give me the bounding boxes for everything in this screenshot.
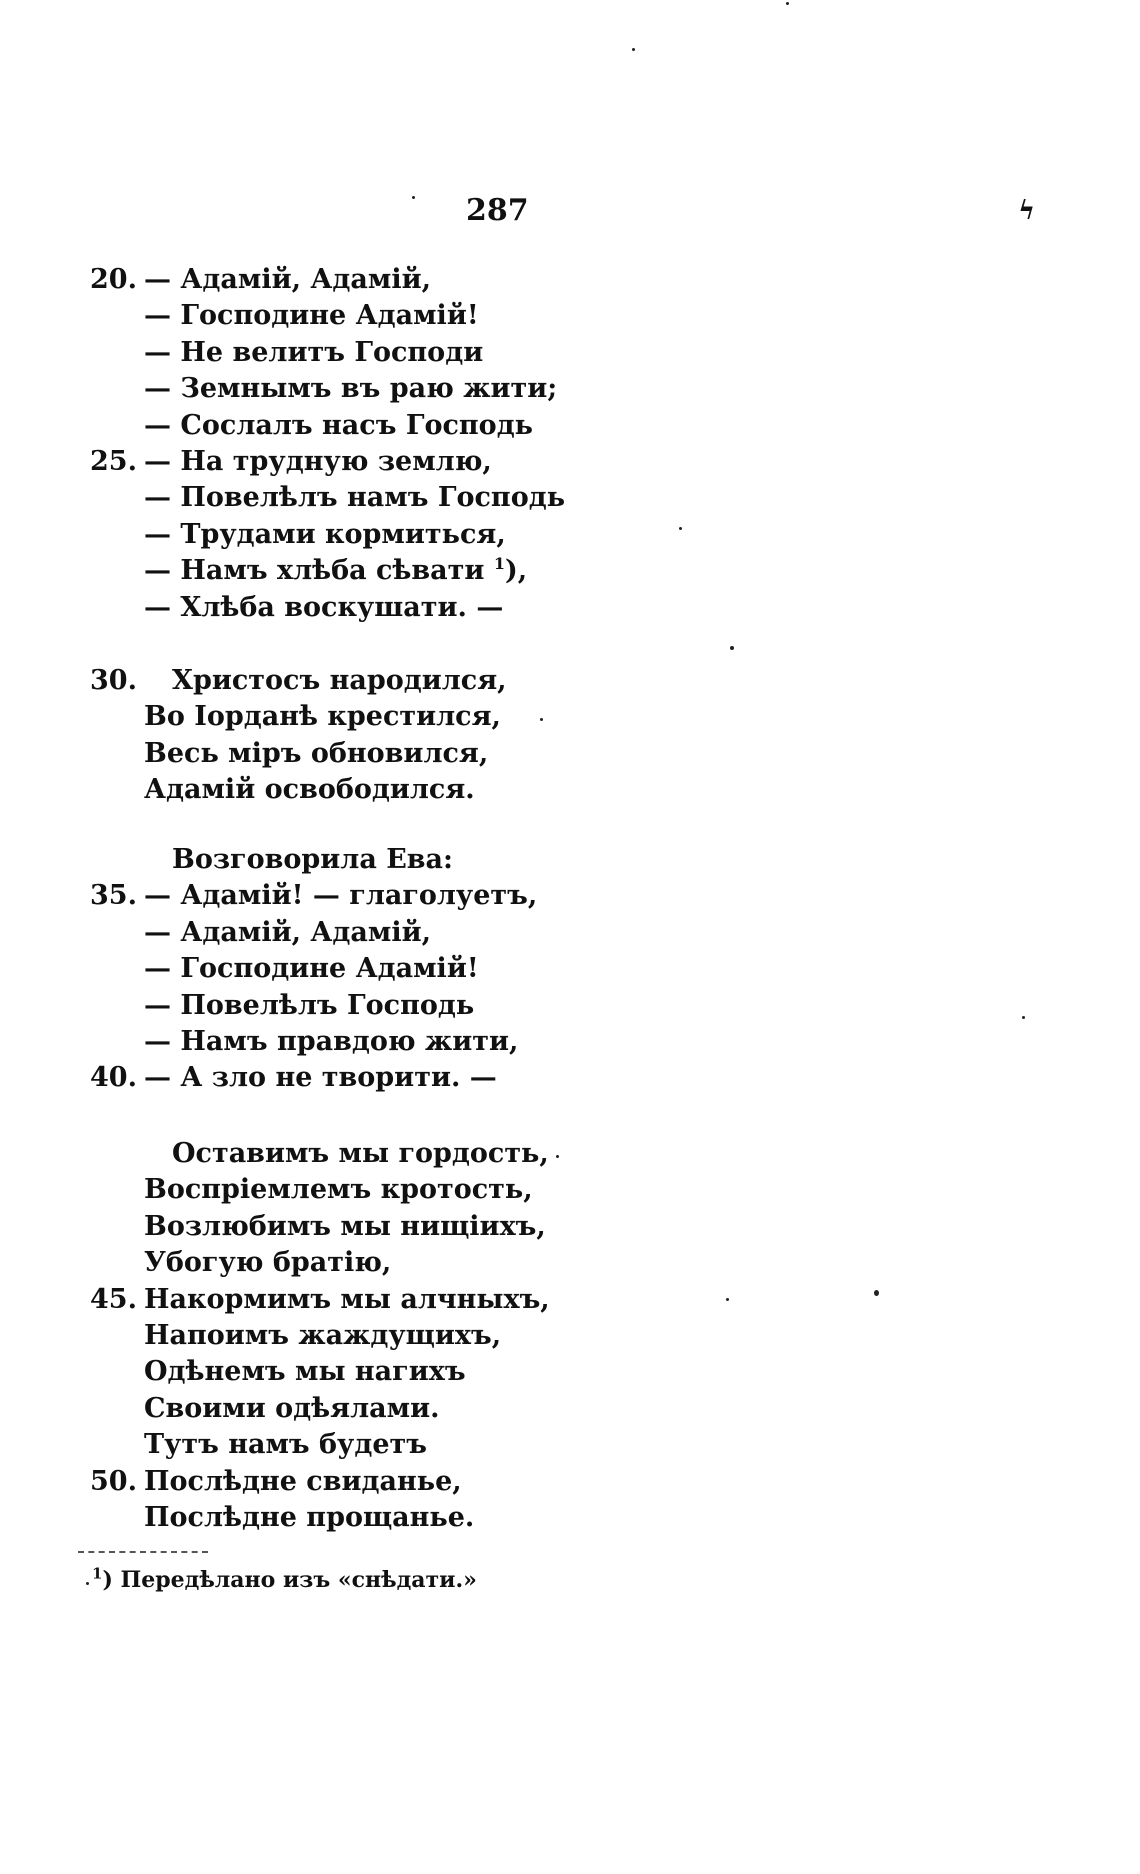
verse-line [90, 1318, 890, 1354]
scan-speck [540, 718, 543, 721]
verse-line [90, 1427, 890, 1463]
scan-speck [632, 48, 635, 51]
verse-line [90, 988, 890, 1024]
line-text: — Намъ правдою жити, [144, 1025, 519, 1057]
line-text: — Сослалъ насъ Господь [144, 409, 534, 441]
line-text: Послѣдне прощанье. [144, 1501, 475, 1533]
verse-line [90, 772, 890, 808]
line-text: — Земнымъ въ раю жити; [144, 373, 558, 405]
stanza-3 [90, 842, 890, 1097]
verse-line [90, 298, 890, 334]
line-number: 40. [90, 1062, 137, 1094]
line-number: 35. [90, 880, 137, 912]
line-text: — Адамій! — глаголуетъ, [144, 880, 538, 912]
line-text: Послѣдне свиданье, [144, 1465, 462, 1497]
line-number: 20. [90, 264, 137, 295]
verse-line [90, 699, 890, 735]
line-text: — Господине Адамій! [144, 953, 479, 985]
line-text: — Хлѣба воскушати. — [144, 591, 504, 623]
line-text: — Адамій, Адамій, [144, 916, 432, 948]
verse-line [90, 736, 890, 772]
footnote-mark: 1 [92, 1564, 103, 1583]
verse-line [90, 1354, 890, 1390]
verse-line [90, 878, 890, 914]
verse-line [90, 262, 890, 298]
line-text: Одѣнемъ мы нагихъ [144, 1356, 466, 1388]
corner-mark: ϟ [1018, 196, 1036, 226]
verse-line [90, 590, 890, 626]
verse-line [90, 480, 890, 516]
line-text: Оставимъ мы гордость, [172, 1138, 549, 1169]
line-number: 50. [90, 1465, 137, 1497]
verse-line [90, 1245, 890, 1281]
verse-line [90, 335, 890, 371]
verse-line [90, 1282, 890, 1318]
line-number: 25. [90, 445, 137, 477]
scan-speck [556, 1155, 559, 1158]
line-text: — Повелѣлъ Господь [144, 989, 475, 1021]
verse-line [90, 1464, 890, 1500]
verse-line [90, 517, 890, 553]
verse-line [90, 951, 890, 987]
line-text: Возговорила Ева: [172, 844, 454, 875]
verse-line [90, 371, 890, 407]
verse-line [90, 1024, 890, 1060]
footnote [92, 1566, 477, 1594]
footnote-separator [78, 1551, 208, 1553]
scan-speck [730, 646, 734, 650]
line-text: Адамій освободился. [144, 774, 475, 806]
stanza-1 [90, 262, 890, 626]
line-text: — На трудную землю, [144, 445, 492, 477]
scan-speck [679, 527, 682, 530]
scan-speck [874, 1290, 879, 1296]
verse-line [90, 842, 890, 878]
verse-line [90, 553, 890, 589]
line-text: Своими одѣялами. [144, 1392, 440, 1424]
footnote-text: ) Передѣлано изъ «снѣдати.» [102, 1567, 477, 1593]
line-number: 45. [90, 1283, 137, 1315]
verse-line [90, 1172, 890, 1208]
line-text: — Господине Адамій! [144, 300, 479, 332]
line-text: — Трудами кормиться, [144, 518, 506, 550]
line-text: Во Іорданѣ крестился, [144, 701, 501, 733]
scan-speck [726, 1298, 729, 1301]
verse-line [90, 408, 890, 444]
verse-line [90, 1500, 890, 1536]
verse-line [90, 444, 890, 480]
line-number: 30. [90, 665, 137, 696]
line-text: — Повелѣлъ намъ Господь [144, 482, 566, 514]
footnote-reference-suffix: ), [504, 555, 528, 587]
line-text: — Не велитъ Господи [144, 336, 484, 368]
line-text: Воспріемлемъ кротость, [144, 1174, 533, 1206]
line-text: Христосъ народился, [172, 665, 507, 696]
line-text: Тутъ намъ будетъ [144, 1429, 427, 1461]
verse-line [90, 1060, 890, 1096]
verse-line [90, 1391, 890, 1427]
footnote-reference: 1 [493, 554, 505, 574]
verse-line [90, 663, 890, 699]
scan-speck [786, 2, 789, 5]
line-text: — А зло не творити. — [144, 1062, 497, 1094]
line-text: Весь міръ обновился, [144, 737, 489, 769]
line-text: Накормимъ мы алчныхъ, [144, 1283, 550, 1315]
line-text: Напоимъ жаждущихъ, [144, 1319, 502, 1351]
stanza-4 [90, 1136, 890, 1536]
page-number: 287 [466, 193, 529, 228]
line-text: — Адамій, Адамій, [144, 264, 432, 295]
line-text: Возлюбимъ мы нищіихъ, [144, 1210, 546, 1242]
verse-line [90, 1136, 890, 1172]
scan-speck [412, 196, 415, 199]
line-text-main: — Намъ хлѣба сѣвати [144, 555, 485, 587]
scan-speck [86, 1582, 89, 1585]
verse-line [90, 915, 890, 951]
scan-speck [1022, 1016, 1025, 1019]
line-text [144, 553, 527, 589]
verse-line [90, 1209, 890, 1245]
stanza-2 [90, 663, 890, 809]
line-text: Убогую братію, [144, 1247, 392, 1279]
